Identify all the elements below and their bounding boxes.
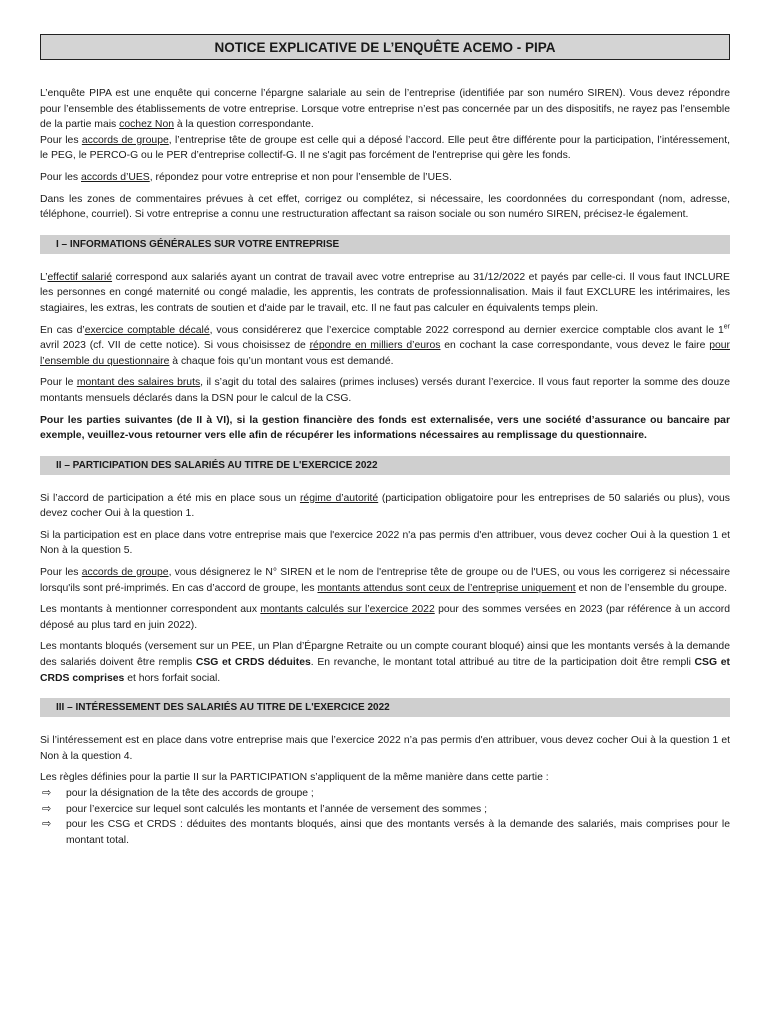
text: Les montants bloqués (versement sur un PEE, un Plan d’Épargne Retraite ou un compte courant bloqué) ainsi que les montants versés à la demande des salariés doivent être remplis [40,641,730,669]
section-heading-2: II – PARTICIPATION DES SALARIÉS AU TITRE DE L'EXERCICE 2022 [40,456,730,475]
intro-paragraph-1 [40,86,730,133]
text: Pour les [40,171,82,183]
underlined-text: répondre en milliers d’euros [309,340,441,352]
arrow-right-outline-icon: ⇨ [42,802,52,815]
text: (participation obligatoire pour les entreprises de 50 salariés ou plus), vous devez cocher Oui à la question 1. [40,492,730,520]
text: , l’entreprise tête de groupe est celle qui a déposé l’accord. Elle peut être différente pour la participation, l’intéressement, le PEG, le PERCO-G ou le PER d’entreprise collectif-G. Il ne s'agit pas forcément de l'entreprise qui gère les fonds. [40,134,730,162]
list-item [40,802,730,818]
text: à la question correspondante. [174,119,314,131]
underlined-text: montant des salaires bruts [76,377,201,389]
intro-paragraph-3 [40,170,730,186]
text: Pour les [40,567,82,579]
section3-paragraph-2: Les règles définies pour la partie II sur la PARTICIPATION s’appliquent de la même manière dans cette partie : [40,772,549,784]
underlined-text: accords d’UES [81,171,150,183]
bold-text: CSG et CRDS comprises [40,657,730,684]
section1-paragraph-3 [40,375,730,406]
text: Pour les [40,134,82,146]
rules-list [40,786,730,848]
underlined-text: accords de groupe [81,567,169,579]
text: , il s’agit du total des salaires (primes incluses) versés durant l’exercice. Il vous faut reporter la somme des douze montants mensuels déclarés dans la DSN pour le calcul de la CSG. [40,377,730,404]
text: et hors forfait social. [124,672,221,684]
section1-paragraph-4-bold [40,413,730,444]
section1-paragraph-1 [40,270,730,317]
text: à chaque fois qu’un montant vous est demandé. [169,355,394,367]
list-item [40,786,730,802]
text: Pour le [40,377,77,389]
list-item [40,817,730,848]
text: pour des sommes versées en 2023 (par référence à un accord déposé au plus tard en juin 2022). [40,604,730,631]
underlined-text: pour l’ensemble du questionnaire [40,340,730,367]
list-item-text: pour l’exercice sur lequel sont calculés les montants et l’année de versement des sommes ; [66,803,488,815]
text: , vous désignerez le N° SIREN et le nom de l'entreprise tête de groupe ou de l'UES, ou vous les corrigerez si nécessaire lorsqu'ils sont pré-imprimés. En cas d’accord de groupe, les [40,567,730,594]
section2-paragraph-5 [40,639,730,686]
text: et non de l’ensemble du groupe. [575,582,728,594]
page-title: NOTICE EXPLICATIVE DE L’ENQUÊTE ACEMO - PIPA [40,34,730,60]
text: avril 2023 (cf. VII de cette notice). Si vous choisissez de [40,340,310,352]
section-heading-3: III – INTÉRESSEMENT DES SALARIÉS AU TITRE DE L'EXERCICE 2022 [40,698,730,717]
text: correspond aux salariés ayant un contrat de travail avec votre entreprise au 31/12/2022 et payés par celle-ci. Il vous faut INCLURE les personnes en congé maternité ou congé maladie, les apprentis, les contrats de professionnalisation. Mais il faut EXCLURE les intérimaires, les stagiaires, les extras, les contrats de soutien et d'aide par le travail, etc. Il ne faut pas calculer en équivalents temps plein. [40,271,730,314]
text: Les montants à mentionner correspondent aux [40,604,261,616]
text: L’enquête PIPA est une enquête qui concerne l’épargne salariale au sein de l’entreprise (identifiée par son numéro SIREN). Vous devez répondre pour l’ensemble des établissements de votre entreprise. Lorsque votre entreprise n’est pas concernée par un des dispositifs, ne rayez pas l’ensemble de la partie mais [40,88,730,131]
superscript-text: er [723,323,731,331]
underlined-text: effectif salarié [47,271,113,283]
intro-paragraph-4: Dans les zones de commentaires prévues à cet effet, corrigez ou complétez, si nécessaire, les coordonnées du correspondant (nom, adresse, téléphone, courriel). Si votre entreprise a connu une restructuration affectant sa raison sociale ou son numéro SIREN, précisez-le également. [40,193,730,221]
list-item-text: pour les CSG et CRDS : déduites des montants bloqués, ainsi que des montants versés à la demande des salariés, mais comprises pour le montant total. [66,819,730,846]
text: . En revanche, le montant total attribué au titre de la participation doit être rempli [310,657,695,669]
text: en cochant la case correspondante, vous devez le faire [440,340,710,352]
list-item-text: pour la désignation de la tête des accords de groupe ; [66,788,314,799]
section2-paragraph-1 [40,491,730,522]
arrow-right-outline-icon: ⇨ [42,787,52,799]
underlined-text: régime d’autorité [299,492,379,504]
intro-paragraph-2 [40,133,730,164]
bold-text: Pour les parties suivantes (de II à VI), si la gestion financière des fonds est externalisée, vers une société d’assurance ou bancaire par exemple, veuillez-vous retourner vers elle afin de récupérer les informations nécessaires au remplissage du questionnaire. [40,414,730,442]
underlined-text: montants calculés sur l’exercice 2022 [260,604,435,616]
text: , répondez pour votre entreprise et non pour l’ensemble de l’UES. [149,171,452,183]
section3-paragraph-1: Si l’intéressement est en place dans votre entreprise mais que l’exercice 2022 n’a pas permis d'en attribuer, vous devez cocher Oui à la question 1 et Non à la question 4. [40,735,730,762]
section2-paragraph-3 [40,565,730,596]
arrow-right-outline-icon: ⇨ [42,818,52,831]
section2-paragraph-2: Si la participation est en place dans votre entreprise mais que l'exercice 2022 n'a pas permis d'en attribuer, vous devez cocher Oui à la question 1 et Non à la question 5. [40,529,730,557]
section1-paragraph-2 [40,323,730,370]
section-heading-1: I – INFORMATIONS GÉNÉRALES SUR VOTRE ENTREPRISE [40,235,730,254]
bold-text: CSG et CRDS déduites [195,657,311,669]
text: L’ [40,271,48,283]
text: Si l’accord de participation a été mis en place sous un [40,492,300,504]
underlined-text: montants attendus sont ceux de l’entreprise uniquement [317,582,576,594]
underlined-text: accords de groupe [81,134,169,146]
text: En cas d’ [40,324,85,336]
underlined-text: cochez Non [119,119,174,131]
underlined-text: exercice comptable décalé [84,324,210,336]
section2-paragraph-4 [40,602,730,633]
text: , vous considérerez que l’exercice comptable 2022 correspond au dernier exercice comptable clos avant le 1 [209,324,724,336]
